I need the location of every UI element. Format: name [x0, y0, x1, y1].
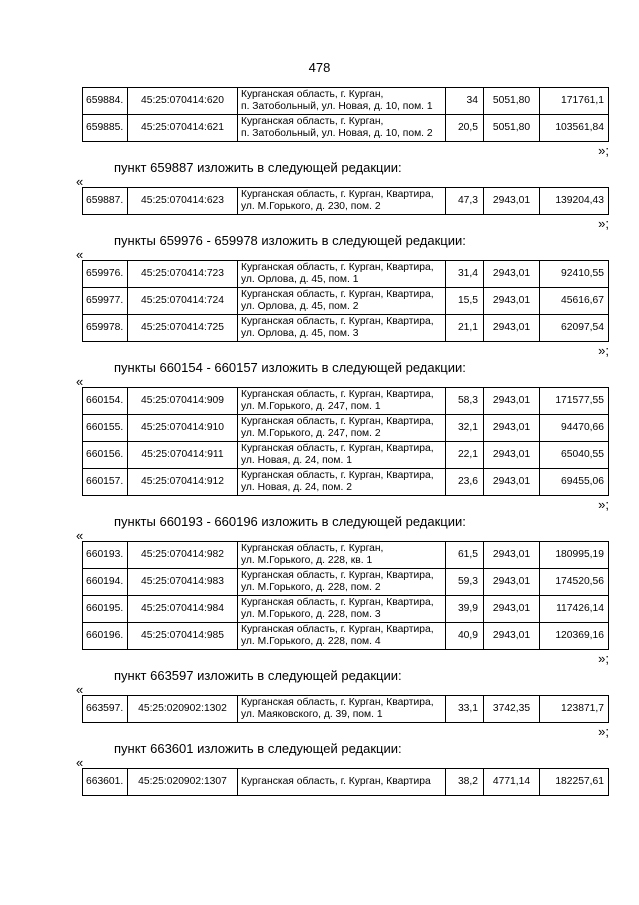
rate-cell: 2943,01 [484, 315, 540, 342]
address-cell [238, 261, 446, 288]
item-number-cell: 660157. [83, 469, 128, 496]
address-line-2: ул. Новая, д. 24, пом. 2 [241, 482, 352, 493]
area-cell: 21,1 [446, 315, 484, 342]
address-line-1: Курганская область, г. Курган, Квартира, [241, 443, 434, 454]
address-line-1: Курганская область, г. Курган, Квартира, [241, 389, 434, 400]
rate-cell: 2943,01 [484, 261, 540, 288]
document-body [0, 87, 639, 796]
item-number-cell: 660154. [83, 388, 128, 415]
closing-quote: »; [598, 216, 609, 231]
opening-quote: « [76, 174, 84, 189]
opening-quote: « [76, 374, 84, 389]
address-line-1: Курганская область, г. Курган, Квартира, [241, 624, 434, 635]
amendment-heading: пункты 659976 - 659978 изложить в следующей редакции: [114, 233, 466, 248]
rate-cell: 2943,01 [484, 542, 540, 569]
address-line-1: Курганская область, г. Курган, Квартира, [241, 570, 434, 581]
closing-quote: »; [598, 343, 609, 358]
address-cell [238, 88, 446, 115]
table-row [83, 315, 609, 342]
address-cell [238, 188, 446, 215]
address-cell [238, 415, 446, 442]
address-cell [238, 769, 446, 796]
area-cell: 34 [446, 88, 484, 115]
cadastral-number-cell: 45:25:070414:623 [128, 188, 238, 215]
cadastral-number-cell: 45:25:020902:1307 [128, 769, 238, 796]
address-line-1: Курганская область, г. Курган, Квартира, [241, 470, 434, 481]
address-line-2: ул. М.Горького, д. 247, пом. 2 [241, 428, 381, 439]
cadastral-value-cell: 92410,55 [540, 261, 609, 288]
amendment-heading: пункт 659887 изложить в следующей редакции: [114, 160, 402, 175]
area-cell: 47,3 [446, 188, 484, 215]
area-cell: 22,1 [446, 442, 484, 469]
cadastral-value-cell: 180995,19 [540, 542, 609, 569]
item-number-cell: 660156. [83, 442, 128, 469]
rate-cell: 2943,01 [484, 569, 540, 596]
register-table [82, 187, 609, 215]
cadastral-value-cell: 69455,06 [540, 469, 609, 496]
cadastral-number-cell: 45:25:070414:910 [128, 415, 238, 442]
cadastral-number-cell: 45:25:020902:1302 [128, 696, 238, 723]
address-line-2: п. Затобольный, ул. Новая, д. 10, пом. 1 [241, 101, 433, 112]
item-number-cell: 663597. [83, 696, 128, 723]
item-number-cell: 659977. [83, 288, 128, 315]
address-cell [238, 696, 446, 723]
register-table [82, 541, 609, 650]
area-cell: 39,9 [446, 596, 484, 623]
opening-quote: « [76, 755, 84, 770]
address-cell [238, 596, 446, 623]
cadastral-number-cell: 45:25:070414:621 [128, 115, 238, 142]
closing-quote: »; [598, 651, 609, 666]
table-row [83, 261, 609, 288]
closing-quote: »; [598, 497, 609, 512]
cadastral-value-cell: 182257,61 [540, 769, 609, 796]
register-table [82, 260, 609, 342]
table-row [83, 469, 609, 496]
cadastral-number-cell: 45:25:070414:982 [128, 542, 238, 569]
address-line-2: ул. Орлова, д. 45, пом. 1 [241, 274, 359, 285]
table-row [83, 569, 609, 596]
address-cell [238, 315, 446, 342]
area-cell: 33,1 [446, 696, 484, 723]
address-cell [238, 288, 446, 315]
cadastral-number-cell: 45:25:070414:724 [128, 288, 238, 315]
address-line-2: ул. М.Горького, д. 230, пом. 2 [241, 201, 381, 212]
address-line-1: Курганская область, г. Курган, [241, 543, 384, 554]
area-cell: 61,5 [446, 542, 484, 569]
address-line-2: ул. М.Горького, д. 247, пом. 1 [241, 401, 381, 412]
closing-quote: »; [598, 724, 609, 739]
address-line-2: п. Затобольный, ул. Новая, д. 10, пом. 2 [241, 128, 433, 139]
cadastral-number-cell: 45:25:070414:620 [128, 88, 238, 115]
cadastral-number-cell: 45:25:070414:983 [128, 569, 238, 596]
address-line-1: Курганская область, г. Курган, Квартира, [241, 262, 434, 273]
cadastral-number-cell: 45:25:070414:909 [128, 388, 238, 415]
table-row [83, 696, 609, 723]
rate-cell: 4771,14 [484, 769, 540, 796]
table-row [83, 188, 609, 215]
area-cell: 38,2 [446, 769, 484, 796]
table-row [83, 623, 609, 650]
area-cell: 40,9 [446, 623, 484, 650]
address-cell [238, 569, 446, 596]
item-number-cell: 660195. [83, 596, 128, 623]
rate-cell: 5051,80 [484, 115, 540, 142]
rate-cell: 2943,01 [484, 415, 540, 442]
address-cell [238, 542, 446, 569]
table-row [83, 596, 609, 623]
address-line-1: Курганская область, г. Курган, Квартира, [241, 416, 434, 427]
item-number-cell: 659887. [83, 188, 128, 215]
address-line-2: ул. М.Горького, д. 228, пом. 2 [241, 582, 381, 593]
rate-cell: 2943,01 [484, 596, 540, 623]
table-row [83, 542, 609, 569]
address-line-2: ул. Орлова, д. 45, пом. 2 [241, 301, 359, 312]
item-number-cell: 659885. [83, 115, 128, 142]
rate-cell: 2943,01 [484, 388, 540, 415]
item-number-cell: 659976. [83, 261, 128, 288]
amendment-heading: пункт 663601 изложить в следующей редакции: [114, 741, 402, 756]
area-cell: 58,3 [446, 388, 484, 415]
rate-cell: 2943,01 [484, 442, 540, 469]
cadastral-value-cell: 123871,7 [540, 696, 609, 723]
address-cell [238, 442, 446, 469]
area-cell: 59,3 [446, 569, 484, 596]
address-line-2: ул. М.Горького, д. 228, кв. 1 [241, 555, 373, 566]
cadastral-value-cell: 120369,16 [540, 623, 609, 650]
cadastral-number-cell: 45:25:070414:725 [128, 315, 238, 342]
address-line-2: ул. М.Горького, д. 228, пом. 3 [241, 609, 381, 620]
address-cell [238, 115, 446, 142]
item-number-cell: 659978. [83, 315, 128, 342]
address-cell [238, 388, 446, 415]
amendment-heading: пункт 663597 изложить в следующей редакции: [114, 668, 402, 683]
address-line-1: Курганская область, г. Курган, Квартира [241, 776, 431, 787]
item-number-cell: 660193. [83, 542, 128, 569]
cadastral-value-cell: 45616,67 [540, 288, 609, 315]
opening-quote: « [76, 682, 84, 697]
rate-cell: 5051,80 [484, 88, 540, 115]
cadastral-value-cell: 171577,55 [540, 388, 609, 415]
rate-cell: 2943,01 [484, 288, 540, 315]
area-cell: 31,4 [446, 261, 484, 288]
cadastral-number-cell: 45:25:070414:911 [128, 442, 238, 469]
table-row [83, 115, 609, 142]
cadastral-number-cell: 45:25:070414:984 [128, 596, 238, 623]
rate-cell: 2943,01 [484, 623, 540, 650]
address-line-1: Курганская область, г. Курган, Квартира, [241, 597, 434, 608]
opening-quote: « [76, 528, 84, 543]
register-table [82, 768, 609, 796]
area-cell: 23,6 [446, 469, 484, 496]
address-line-1: Курганская область, г. Курган, [241, 116, 384, 127]
register-table [82, 87, 609, 142]
address-cell [238, 469, 446, 496]
address-line-1: Курганская область, г. Курган, [241, 89, 384, 100]
address-line-2: ул. М.Горького, д. 228, пом. 4 [241, 636, 381, 647]
table-row [83, 769, 609, 796]
table-row [83, 415, 609, 442]
rate-cell: 2943,01 [484, 469, 540, 496]
area-cell: 20,5 [446, 115, 484, 142]
address-cell [238, 623, 446, 650]
amendment-heading: пункты 660193 - 660196 изложить в следующей редакции: [114, 514, 466, 529]
address-line-1: Курганская область, г. Курган, Квартира, [241, 697, 434, 708]
area-cell: 32,1 [446, 415, 484, 442]
cadastral-value-cell: 174520,56 [540, 569, 609, 596]
register-table [82, 387, 609, 496]
item-number-cell: 663601. [83, 769, 128, 796]
address-line-2: ул. Орлова, д. 45, пом. 3 [241, 328, 359, 339]
item-number-cell: 660194. [83, 569, 128, 596]
opening-quote: « [76, 247, 84, 262]
page-number: 478 [308, 60, 331, 75]
cadastral-value-cell: 62097,54 [540, 315, 609, 342]
rate-cell: 3742,35 [484, 696, 540, 723]
cadastral-value-cell: 139204,43 [540, 188, 609, 215]
cadastral-value-cell: 94470,66 [540, 415, 609, 442]
item-number-cell: 659884. [83, 88, 128, 115]
address-line-2: ул. Маяковского, д. 39, пом. 1 [241, 709, 383, 720]
closing-quote: »; [598, 143, 609, 158]
area-cell: 15,5 [446, 288, 484, 315]
amendment-heading: пункты 660154 - 660157 изложить в следующей редакции: [114, 360, 466, 375]
rate-cell: 2943,01 [484, 188, 540, 215]
cadastral-value-cell: 65040,55 [540, 442, 609, 469]
table-row [83, 88, 609, 115]
cadastral-value-cell: 171761,1 [540, 88, 609, 115]
table-row [83, 288, 609, 315]
address-line-1: Курганская область, г. Курган, Квартира, [241, 289, 434, 300]
address-line-1: Курганская область, г. Курган, Квартира, [241, 316, 434, 327]
table-row [83, 388, 609, 415]
address-line-2: ул. Новая, д. 24, пом. 1 [241, 455, 352, 466]
cadastral-value-cell: 103561,84 [540, 115, 609, 142]
table-row [83, 442, 609, 469]
address-line-1: Курганская область, г. Курган, Квартира, [241, 189, 434, 200]
item-number-cell: 660196. [83, 623, 128, 650]
cadastral-number-cell: 45:25:070414:985 [128, 623, 238, 650]
cadastral-number-cell: 45:25:070414:723 [128, 261, 238, 288]
register-table [82, 695, 609, 723]
cadastral-number-cell: 45:25:070414:912 [128, 469, 238, 496]
cadastral-value-cell: 117426,14 [540, 596, 609, 623]
item-number-cell: 660155. [83, 415, 128, 442]
